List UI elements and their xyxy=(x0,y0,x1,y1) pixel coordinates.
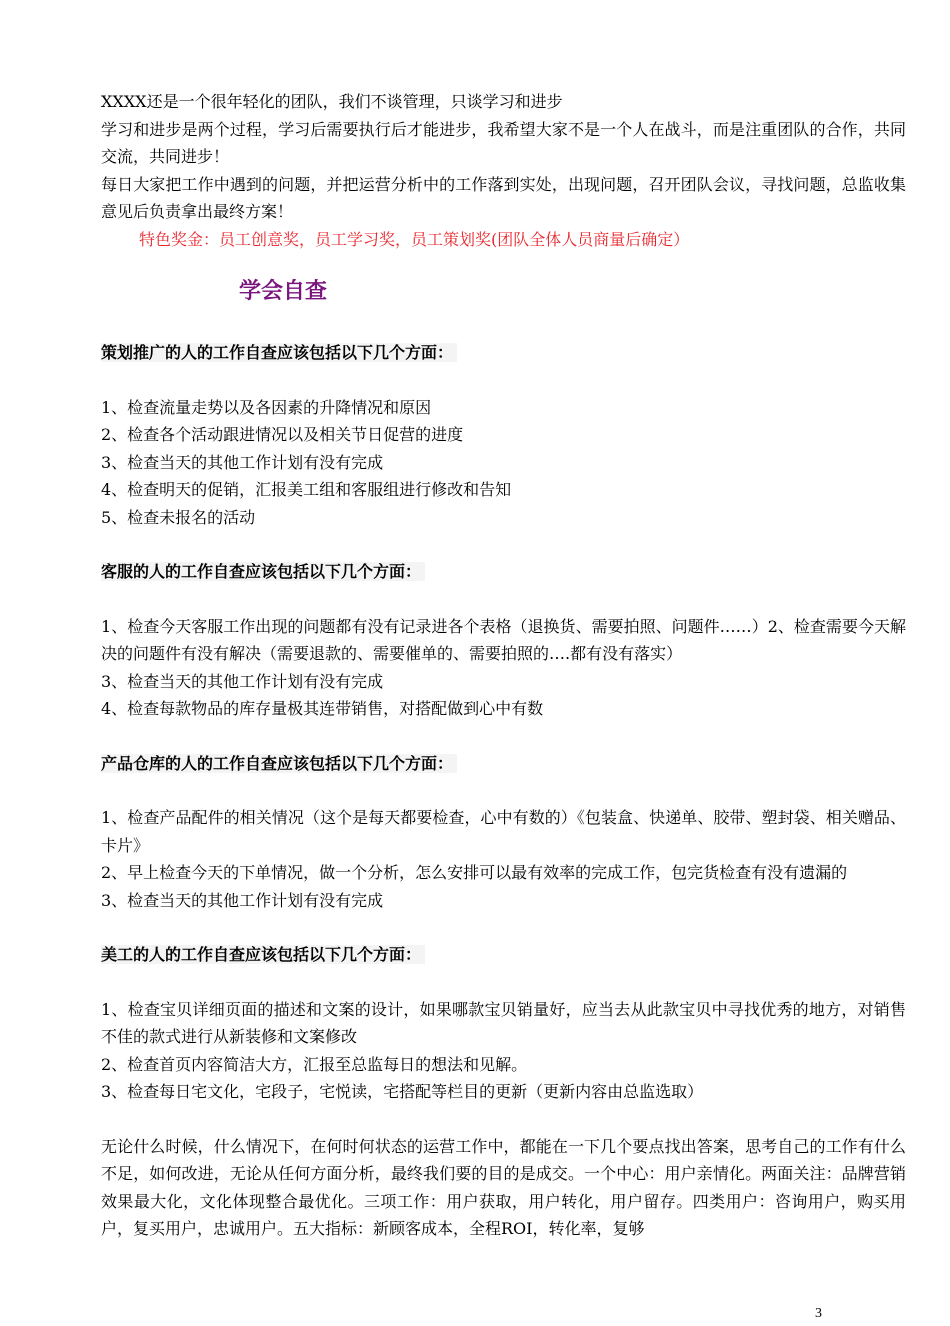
list-item: 1、检查流量走势以及各因素的升降情况和原因 xyxy=(101,397,432,417)
intro-line-1: XXXX还是一个很年轻化的团队，我们不谈管理，只谈学习和进步 xyxy=(101,92,563,111)
heading-text: 美工的人的工作自查应该包括以下几个方面： xyxy=(101,945,425,964)
section-heading-warehouse xyxy=(101,750,906,778)
list-item: 3、检查当天的其他工作计划有没有完成 xyxy=(101,890,384,910)
special-bonus-line: 特色奖金：员工创意奖，员工学习奖，员工策划奖(团队全体人员商量后确定） xyxy=(139,229,690,249)
heading-text: 产品仓库的人的工作自查应该包括以下几个方面： xyxy=(101,754,457,773)
page-number: 3 xyxy=(815,1306,822,1321)
list-item: 5、检查未报名的活动 xyxy=(101,507,256,527)
list-item: 1、检查今天客服工作出现的问题都有没有记录进各个表格（退换货、需要拍照、问题件……）2、检查需要今天解决的问题件有没有解决（需要退款的、需要催单的、需要拍照的….都有没有落实） xyxy=(101,616,906,663)
list-item: 3、检查当天的其他工作计划有没有完成 xyxy=(101,452,384,472)
document-page xyxy=(101,88,906,1243)
list-item: 3、检查每日宅文化，宅段子，宅悦读，宅搭配等栏目的更新（更新内容由总监选取） xyxy=(101,1082,704,1101)
intro-line-2: 学习和进步是两个过程，学习后需要执行后才能进步，我希望大家不是一个人在战斗，而是注重团队的合作，共同交流，共同进步！ xyxy=(101,119,906,166)
closing-paragraph: 无论什么时候，什么情况下，在何时何状态的运营工作中，都能在一下几个要点找出答案，思考自己的工作有什么不足，如何改进，无论从任何方面分析，最终我们要的目的是成交。一个中心：用户亲情化。两面关注：品牌营销效果最大化，文化体现整合最优化。三项工作：用户获取，用户转化，用户留存。四类用户：咨询用户，购买用户，复买用户，忠诚用户。五大指标：新顾客成本，全程ROI，转化率，复够 xyxy=(101,1136,906,1238)
intro-line-3: 每日大家把工作中遇到的问题，并把运营分析中的工作落到实处，出现问题，召开团队会议，寻找问题，总监收集意见后负责拿出最终方案！ xyxy=(101,174,906,221)
section-heading-planning xyxy=(101,339,906,367)
list-item: 3、检查当天的其他工作计划有没有完成 xyxy=(101,671,384,691)
list-item: 1、检查宝贝详细页面的描述和文案的设计，如果哪款宝贝销量好，应当去从此款宝贝中寻找优秀的地方，对销售不佳的款式进行从新装修和文案修改 xyxy=(101,999,906,1046)
heading-text: 策划推广的人的工作自查应该包括以下几个方面： xyxy=(101,343,457,362)
list-item: 4、检查明天的促销，汇报美工组和客服组进行修改和告知 xyxy=(101,480,512,499)
section-heading-customer-service xyxy=(101,558,906,586)
list-item: 2、检查首页内容简洁大方，汇报至总监每日的想法和见解。 xyxy=(101,1054,528,1074)
section-title: 学会自查 xyxy=(239,279,328,304)
list-item: 4、检查每款物品的库存量极其连带销售，对搭配做到心中有数 xyxy=(101,699,544,718)
section-heading-design xyxy=(101,941,906,969)
list-item: 2、检查各个活动跟进情况以及相关节日促营的进度 xyxy=(101,425,464,444)
list-item: 2、早上检查今天的下单情况，做一个分析，怎么安排可以最有效率的完成工作，包完货检查有没有遗漏的 xyxy=(101,863,848,882)
list-item: 1、检查产品配件的相关情况（这个是每天都要检查，心中有数的）《包装盒、快递单、胶带、塑封袋、相关赠品、卡片》 xyxy=(101,808,906,855)
heading-text: 客服的人的工作自查应该包括以下几个方面： xyxy=(101,562,425,581)
